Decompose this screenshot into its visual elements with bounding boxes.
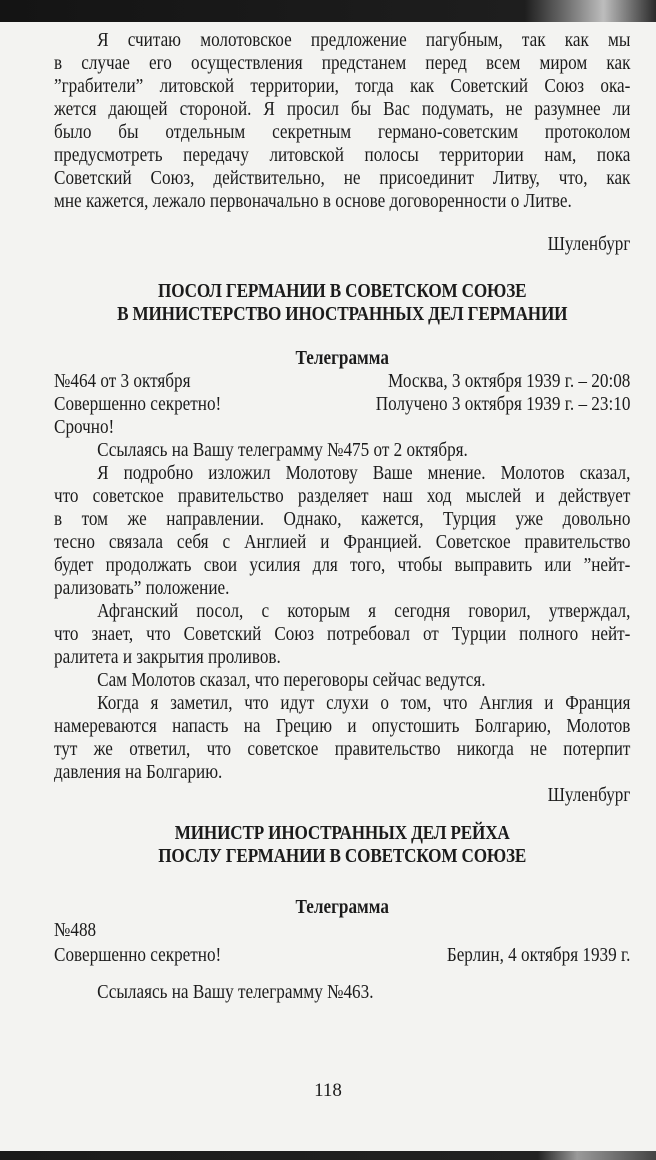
document-2-heading — [54, 280, 630, 326]
text-line: Когда я заметил, что идут слухи о том, что Англия и Франция — [97, 693, 631, 714]
telegram-meta-row — [54, 370, 630, 393]
heading-line: ПОСЛУ ГЕРМАНИИ В СОВЕТСКОМ СОЮЗЕ — [158, 846, 527, 867]
classification: Совершенно секретно! — [54, 394, 222, 415]
text-line: Афганский посол, с которым я сегодня говорил, утверждал, — [97, 601, 631, 622]
text-line: что знает, что Советский Союз потребовал от Турции полного нейт- — [54, 624, 631, 645]
text-line: было бы отдельным секретным германо-советским протоколом — [54, 122, 631, 143]
text-line: предусмотреть передачу литовской полосы территории нам, пока — [54, 145, 631, 166]
text-line: Ссылаясь на Вашу телеграмму №475 от 2 октября. — [97, 440, 468, 461]
text-line: что советское правительство разделяет наш ход мыслей и действует — [54, 486, 631, 507]
text-line: давления на Болгарию. — [54, 762, 223, 783]
text-line: в случае его осуществления предстанем перед всем миром как — [54, 53, 631, 74]
text-line: в том же направлении. Однако, кажется, Турция уже довольно — [54, 509, 631, 530]
text-line: будет продолжать свои усилия для того, чтобы выправить или ”нейт- — [54, 555, 631, 576]
paragraph — [54, 669, 630, 692]
received-date: Получено 3 октября 1939 г. – 23:10 — [375, 394, 631, 415]
text-line: тут же ответил, что советское правительство никогда не потерпит — [54, 739, 631, 760]
paragraph — [54, 462, 630, 600]
text-line: ралитета и закрытия проливов. — [54, 647, 281, 668]
heading-line: ПОСОЛ ГЕРМАНИИ В СОВЕТСКОМ СОЮЗЕ — [158, 281, 527, 302]
place-date: Москва, 3 октября 1939 г. – 20:08 — [388, 371, 631, 392]
telegram-meta-row — [54, 393, 630, 416]
text-line: тесно связала себя с Англией и Францией. Советское правительство — [54, 532, 631, 553]
document-2-body — [54, 439, 630, 784]
scan-edge-top — [0, 0, 656, 22]
paragraph — [54, 692, 630, 784]
telegram-number: №488 — [54, 920, 97, 941]
text-line: жется дающей стороной. Я просил бы Вас подумать, не разумнее ли — [54, 99, 631, 120]
text-line: Сам Молотов сказал, что переговоры сейчас ведутся. — [97, 670, 486, 691]
telegram-number: №464 от 3 октября — [54, 371, 191, 392]
signature: Шуленбург — [547, 785, 631, 806]
document-type: Телеграмма — [295, 348, 389, 369]
document-3-heading — [54, 822, 630, 868]
text-line: ”грабители” литовской территории, тогда как Советский Союз ока- — [54, 76, 631, 97]
signature: Шуленбург — [547, 234, 631, 255]
paragraph — [54, 439, 630, 462]
paragraph — [54, 29, 630, 213]
text-line: Советский Союз, действительно, не присоединит Литву, что, как — [54, 168, 631, 189]
text-line: Я считаю молотовское предложение пагубным, так как мы — [97, 30, 631, 51]
document-type: Телеграмма — [295, 897, 389, 918]
text-line: рализовать” положение. — [54, 578, 230, 599]
telegram-meta-row — [54, 944, 630, 967]
text-line: Ссылаясь на Вашу телеграмму №463. — [97, 982, 374, 1003]
paragraph — [54, 981, 630, 1004]
text-line: мне кажется, лежало первоначально в основе договоренности о Литве. — [54, 191, 572, 212]
document-3-body — [54, 981, 630, 1004]
urgency: Срочно! — [54, 417, 115, 438]
text-line: намереваются напасть на Грецию и опустошить Болгарию, Молотов — [54, 716, 631, 737]
text-line: Я подробно изложил Молотову Ваше мнение. Молотов сказал, — [97, 463, 631, 484]
paragraph — [54, 600, 630, 669]
document-1-body — [54, 29, 630, 213]
place-date: Берлин, 4 октября 1939 г. — [446, 945, 631, 966]
classification: Совершенно секретно! — [54, 945, 222, 966]
page-text-column — [54, 29, 630, 1004]
heading-line: В МИНИСТЕРСТВО ИНОСТРАННЫХ ДЕЛ ГЕРМАНИИ — [117, 304, 568, 325]
page-number: 118 — [314, 1080, 342, 1101]
scan-edge-bottom — [0, 1151, 656, 1160]
heading-line: МИНИСТР ИНОСТРАННЫХ ДЕЛ РЕЙХА — [174, 823, 510, 844]
